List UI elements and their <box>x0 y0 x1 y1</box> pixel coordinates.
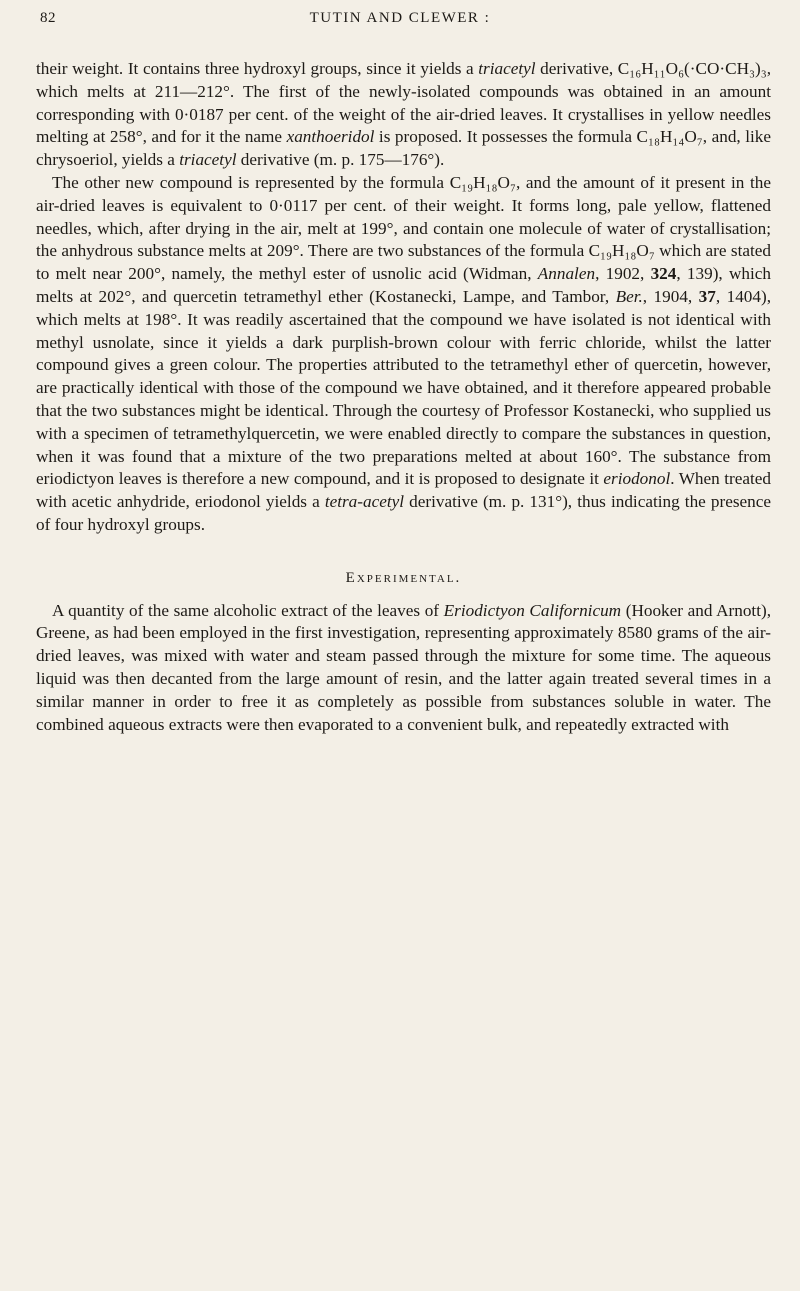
bold-text: 324 <box>650 264 677 284</box>
text-run: , 1404), which melts at 198°. It was readily ascertained that the compound we have isolated is not identical with methyl usnolate, since it yields a dark purplish-brown colour with ferric chloride, whilst the latter compound gives a green colour. The properties attributed to the tetramethyl ether of quercetin, however, are practically identical with those of the compound we have obtained, and it therefore appeared probable that the two substances might be identical. Through the courtesy of Professor Kostanecki, who supplied us with a specimen of tetramethylquercetin, we were enabled directly to compare the substances in question, when it was found that a mixture of the two preparations melted at about 160°. The substance from eriodictyon leaves is therefore a new compound, and it is proposed to designate it <box>36 286 771 489</box>
text-run: derivative (m. p. 131°), thus indicating the presence of four hydroxyl groups. <box>36 492 772 534</box>
text-run: , 1902, <box>595 264 651 284</box>
text-run: their weight. It contains three hydroxyl groups, since it yields a <box>36 59 479 78</box>
italic-text: Annalen <box>537 264 596 284</box>
bold-text: 37 <box>698 286 716 306</box>
section-heading-experimental: Experimental. <box>345 569 462 586</box>
text-run: A quantity of the same alcoholic extract of the leaves of <box>52 600 444 620</box>
text-run: derivative, C₁₆H₁₁O₆(·CO·CH₃)₃, which melts at 211—212°. The first of the newly-isolated compounds was obtained in an amount corresponding with 0·0187 per cent. of the weight of the air-dried leaves. It crystallises in yellow needles melting at 258°, and for it the name <box>36 59 771 147</box>
italic-text: tetra-acetyl <box>324 492 405 512</box>
running-head: TUTIN AND CLEWER : <box>309 10 491 26</box>
italic-text: triacetyl <box>179 150 237 170</box>
text-run: , 1904, <box>642 286 699 306</box>
paragraph-experimental <box>36 600 771 737</box>
page-header <box>40 10 760 36</box>
body-text <box>36 58 771 736</box>
italic-text: Ber. <box>615 286 643 306</box>
italic-text: eriodonol <box>603 469 671 489</box>
paragraph-1 <box>36 58 771 172</box>
text-run: derivative (m. p. 175—176°). <box>236 150 445 170</box>
text-run: (Hooker and Arnott), Greene, as had been employed in the first investigation, representing approximately 8580 grams of the air-dried leaves, was mixed with water and steam passed through the mixture for some time. The aqueous liquid was then decanted from the large amount of resin, and the latter again treated several times in a similar manner in order to free it as completely as possible from substances soluble in water. The combined aqueous extracts were then evaporated to a convenient bulk, and repeatedly extracted with <box>36 600 772 734</box>
italic-text: triacetyl <box>478 59 536 78</box>
text-run: The other new compound is represented by the formula C₁₉H₁₈O₇, and the amount of it present in the air-dried leaves is equivalent to 0·0117 per cent. of their weight. It forms long, pale yellow, flattened needles, which, after drying in the air, melt at 199°, and contain one molecule of water of crystallisation; the anhydrous substance melts at 209°. There are two substances of the formula C₁₉H₁₈O₇ which are stated to melt near 200°, namely, the methyl ester of usnolic acid (Widman, <box>36 172 771 284</box>
italic-text: xanthoeridol <box>286 127 375 147</box>
text-run: , 139), which melts at 202°, and quercetin tetramethyl ether (Kostanecki, Lampe, and Tambor, <box>36 264 772 306</box>
text-run: . When treated with acetic anhydride, eriodonol yields a <box>36 469 771 512</box>
paragraph-2 <box>36 172 771 537</box>
italic-text: Eriodictyon Californicum <box>443 600 622 620</box>
page-number: 82 <box>40 10 56 26</box>
text-run: is proposed. It possesses the formula C₁₈H₁₄O₇, and, like chrysoeriol, yields a <box>36 127 771 170</box>
